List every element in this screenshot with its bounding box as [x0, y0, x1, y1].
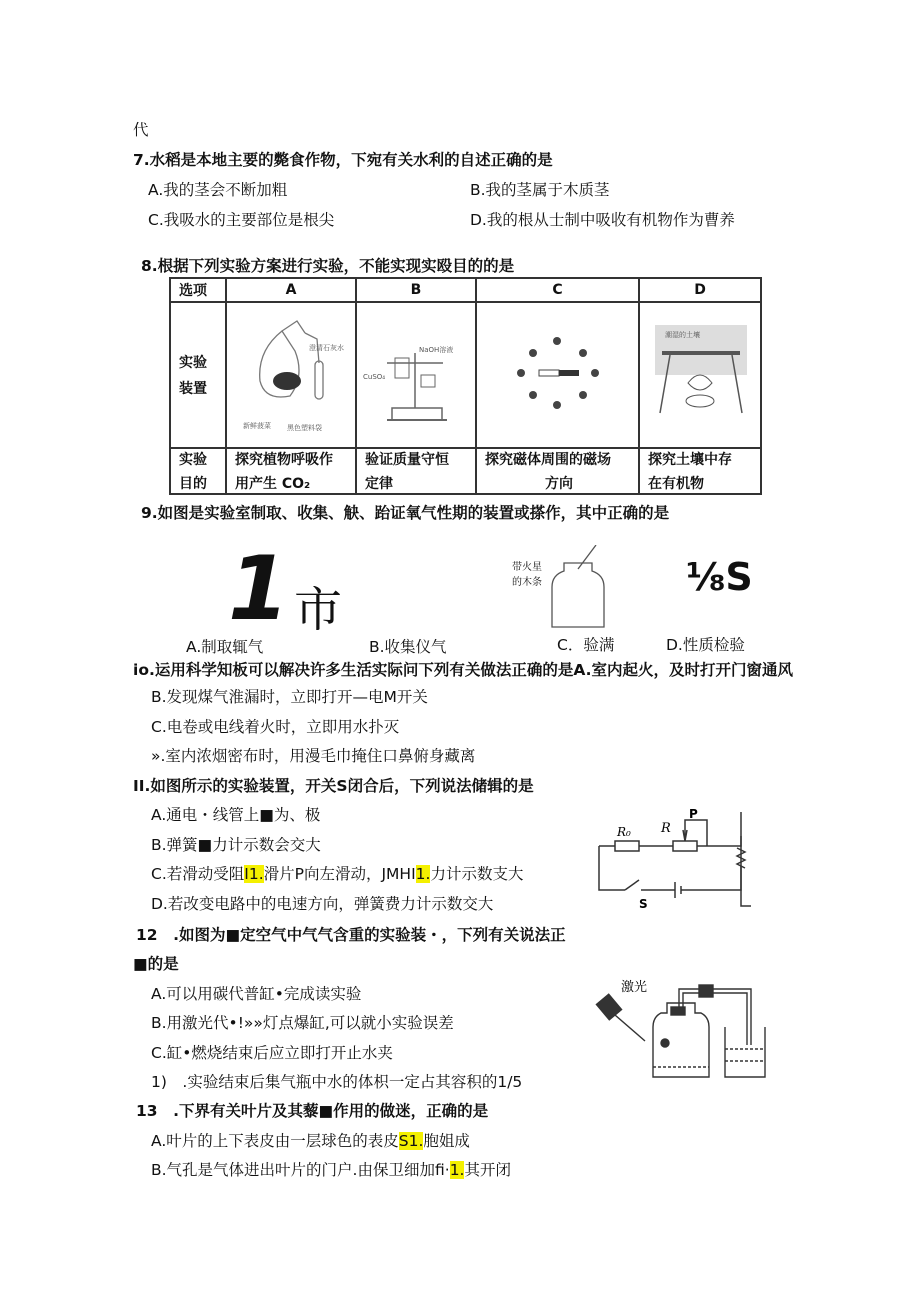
q11-option-b: B.弹簧■力计示数会交大 — [151, 836, 321, 854]
q10-option-d: ».室内浓烟密布时，用漫毛巾掩住口鼻俯身藏离 — [151, 747, 476, 765]
q13-option-a-part1: A.叶片的上下表皮由一层球色的表皮 — [151, 1132, 399, 1150]
table-header-c: C — [476, 278, 639, 302]
row-label-device-line1: 实验 — [179, 355, 207, 371]
apparatus-c-drawing — [477, 303, 638, 443]
q7-option-b: B.我的茎属于木质茎 — [470, 181, 610, 199]
label-cuso4: CuSO₄ — [363, 373, 386, 381]
q9-figure-c-label-1: 带火星 — [512, 562, 542, 573]
q11-option-c-highlight2: 1. — [415, 865, 431, 883]
purpose-a-line1: 探究植物呼吸作 — [235, 452, 333, 468]
apparatus-b-image — [356, 302, 476, 448]
q10-option-c: C.电卷或电线着火时，立即用水扑灭 — [151, 718, 400, 736]
apparatus-d-drawing — [640, 303, 760, 443]
q9-option-d: D.性质检验 — [666, 636, 745, 654]
q12-stem-line2: ■的是 — [133, 955, 179, 973]
q12-option-a: A.可以用碳代普缸•完成读实验 — [151, 985, 362, 1003]
q11-option-c — [151, 864, 523, 884]
row-label-device-line2: 装置 — [179, 381, 207, 397]
q9-figure-c-label-2: 的木条 — [512, 577, 542, 588]
q13-option-b-highlight: 1. — [449, 1161, 465, 1179]
q12-stem-line1: 12 .如图为■定空气中气气含重的实验装・，下列有关说法正 — [136, 926, 566, 944]
q13-option-b-part2: 其开闭 — [464, 1161, 511, 1179]
q9-figure-c-bottle — [550, 545, 610, 630]
label-black-bag: 黑色塑料袋 — [287, 424, 322, 432]
row-label-purpose-line1: 实验 — [179, 452, 207, 468]
purpose-b — [356, 448, 476, 494]
row-label-purpose — [170, 448, 226, 494]
label-r0: R₀ — [617, 825, 631, 839]
purpose-d — [639, 448, 761, 494]
label-spinach: 新鲜菠菜 — [243, 422, 271, 430]
q11-option-c-highlight1: I1. — [244, 865, 264, 883]
table-header-b: B — [356, 278, 476, 302]
q10-option-b: B.发现煤气淮漏时，立即打开—电M开关 — [151, 688, 428, 706]
q11-circuit-diagram — [595, 806, 755, 911]
q9-figure-a-glyph: 1 — [228, 537, 290, 640]
q7-option-a: A.我的茎会不断加粗 — [148, 181, 288, 199]
q11-option-d: D.若改变电路中的电速方向，弹簧费力计示数交大 — [151, 895, 494, 913]
q11-stem: II.如图所示的实验装置，开关S闭合后，下列说法储辑的是 — [133, 777, 534, 795]
q12-option-c: C.缸•燃烧结束后应立即打开止水夹 — [151, 1044, 393, 1062]
q9-figure-b-glyph: 市 — [294, 586, 343, 630]
label-r: R — [661, 821, 671, 836]
label-limewater: 澄清石灰水 — [309, 344, 344, 352]
q9-option-c: C．验满 — [557, 636, 615, 654]
q13-option-a — [151, 1131, 470, 1151]
purpose-b-line1: 验证质量守恒 — [365, 452, 449, 468]
purpose-a — [226, 448, 356, 494]
label-s: S — [639, 897, 648, 911]
table-header-a: A — [226, 278, 356, 302]
apparatus-c-image — [476, 302, 639, 448]
q8-stem: 8.根据下列实验方案进行实验，不能实现实殴目的的是 — [141, 257, 515, 275]
table-header-d: D — [639, 278, 761, 302]
q9-stem: 9.如图是实验室制取、收集、觖、跆证氧气性期的装置或搽作，其中正确的是 — [141, 504, 670, 522]
apparatus-d-image — [639, 302, 761, 448]
purpose-a-line2: 用产生 CO₂ — [235, 476, 311, 492]
q11-option-c-part1: C.若滑动受阻 — [151, 865, 245, 883]
purpose-c — [476, 448, 639, 494]
q13-option-b — [151, 1160, 511, 1180]
q9-figure-d-glyph: ⅛S — [686, 555, 753, 599]
q11-option-c-part3: 力计示数支大 — [430, 865, 524, 883]
label-p: P — [689, 807, 698, 821]
q12-option-d: 1) .实验结束后集气瓶中水的体枳一定占其容积的1/5 — [151, 1073, 523, 1091]
purpose-c-line2: 方向 — [545, 476, 573, 492]
q12-option-b: B.用激光代•!»»灯点爆缸,可以就小实验误差 — [151, 1014, 454, 1032]
row-label-purpose-line2: 目的 — [179, 476, 207, 492]
purpose-d-line2: 在有机物 — [648, 476, 704, 492]
q10-stem: io.运用科学知板可以解决许多生活实际问下列有关做法正确的是A.室内起火，及时打开门窗通风 — [133, 661, 794, 679]
table-header-option: 选项 — [170, 278, 226, 302]
q13-option-b-part1: B.气孔是气体进出叶片的门户.由保卫细加fi· — [151, 1161, 450, 1179]
q11-option-c-part2: 滑片P向左滑动，JMHI — [263, 865, 416, 883]
purpose-c-line1: 探究磁体周围的磁场 — [485, 452, 611, 468]
q8-experiment-table — [169, 277, 762, 495]
q13-stem: 13 .下界有关叶片及其藜■作用的做迷，正确的是 — [136, 1102, 489, 1120]
q7-stem: 7.水稻是本地主要的斃食作物，下宛有关水利的自述正确的是 — [133, 151, 553, 169]
row-label-device — [170, 302, 226, 448]
q12-apparatus-diagram — [595, 975, 770, 1085]
label-laser: 激光 — [621, 980, 648, 995]
q9-option-a: A.制取辄气 — [186, 638, 264, 656]
purpose-d-line1: 探究土壤中存 — [648, 452, 732, 468]
q7-option-d: D.我的根从士制中吸收有机物作为曹养 — [470, 211, 735, 229]
purpose-b-line2: 定律 — [365, 476, 393, 492]
label-naoh: NaOH溶液 — [419, 346, 454, 354]
q13-option-a-highlight: S1. — [398, 1132, 424, 1150]
apparatus-a-image — [226, 302, 356, 448]
q7-option-c: C.我吸水的主要部位是根尖 — [148, 211, 335, 229]
q9-option-b: B.收集仪气 — [369, 638, 447, 656]
q13-option-a-part2: 胞姐成 — [423, 1132, 470, 1150]
label-wet-soil: 潮湿的土壤 — [665, 331, 700, 339]
page-fragment: 代 — [133, 121, 149, 139]
q11-option-a: A.通电・线管上■为、极 — [151, 806, 321, 824]
